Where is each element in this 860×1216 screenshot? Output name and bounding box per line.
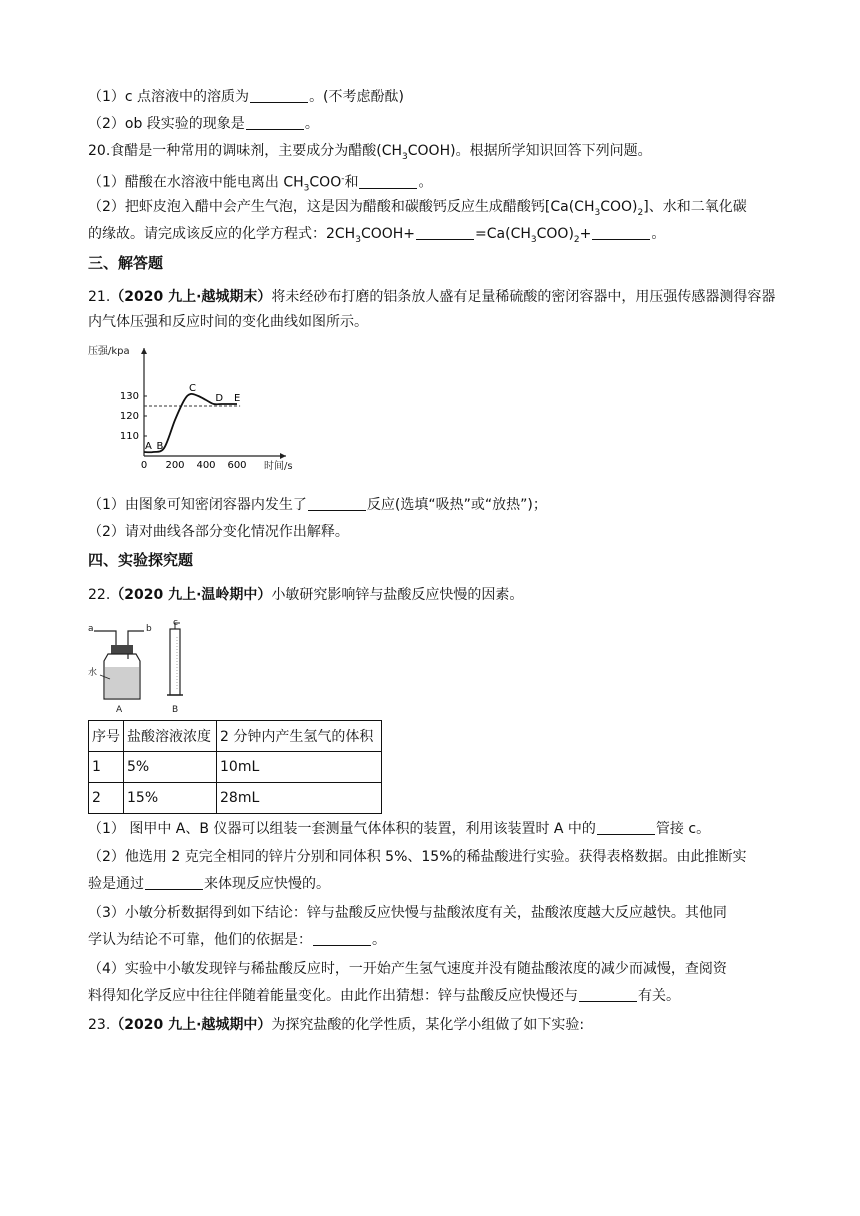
x-tick-label: 400 — [196, 460, 216, 471]
point-labels — [145, 383, 240, 452]
table-cell: 28mL — [217, 783, 382, 814]
answer-blank[interactable] — [579, 986, 637, 1002]
point-label-E: E — [234, 393, 241, 404]
label-A: A — [116, 705, 123, 715]
table-cell: 2 — [89, 783, 124, 814]
data-table — [88, 720, 382, 814]
q22-part3-line1: （3）小敏分析数据得到如下结论：锌与盐酸反应快慢与盐酸浓度有关，盐酸浓度越大反应越快。其他同 — [88, 905, 727, 921]
table-header: 序号 — [89, 721, 124, 752]
y-axis-label: 压强/kpa — [88, 346, 130, 357]
x-axis-arrow — [280, 453, 286, 459]
answer-blank[interactable] — [597, 819, 655, 835]
answer-blank[interactable] — [308, 495, 366, 511]
q22-part1: （1） 图甲中 A、B 仪器可以组装一套测量气体体积的装置，利用该装置时 A 中的 管接 c。 — [88, 821, 711, 837]
table-cell: 5% — [124, 752, 217, 783]
q20-part2-line2: 的缘故。请完成该反应的化学方程式：$2CH_3COOH+ =Ca(CH_3COO)_2+$ 。 — [88, 226, 666, 245]
q21-part2: （2）请对曲线各部分变化情况作出解释。 — [88, 524, 349, 540]
q20-stem: 20.食醋是一种常用的调味剂，主要成分为醋酸$(CH_3COOH)$。根据所学知识回答下列问题。 — [88, 143, 652, 162]
point-label-B: B — [156, 441, 164, 452]
table-cell: 15% — [124, 783, 217, 814]
x-axis-label: 时间/s — [264, 461, 293, 472]
q21-stem: 21.（2020 九上·越城期末）将未经砂布打磨的铝条放人盛有足量稀硫酸的密闭容器中，用压强传感器测得容器内气体压强和反应时间的变化曲线如图所示。 — [88, 289, 776, 330]
x-ticks — [141, 460, 247, 471]
y-tick-label: 110 — [119, 431, 139, 442]
q23-stem: 23.（2020 九上·越城期中）为探究盐酸的化学性质，某化学小组做了如下实验: — [88, 1017, 585, 1033]
q20-part1: （1）醋酸在水溶液中能电离出 $CH_3COO^-$和 。 — [88, 174, 433, 194]
answer-blank[interactable] — [246, 114, 304, 130]
point-label-D: D — [215, 393, 224, 404]
section-heading: 三、解答题 — [88, 254, 164, 272]
x-tick-label: 200 — [165, 460, 185, 471]
table-cell: 10mL — [217, 752, 382, 783]
label-water: 水 — [88, 668, 98, 678]
y-tick-label: 130 — [119, 391, 139, 402]
point-label-A: A — [145, 441, 152, 452]
answer-blank[interactable] — [416, 224, 474, 240]
x-tick-label: 600 — [227, 460, 247, 471]
label-B: B — [172, 705, 179, 715]
q22-part4-line1: （4）实验中小敏发现锌与稀盐酸反应时，一开始产生氢气速度并没有随盐酸浓度的减少而减慢，查阅资 — [88, 961, 727, 977]
answer-blank[interactable] — [313, 930, 371, 946]
point-label-C: C — [189, 383, 197, 394]
x-tick-label: 0 — [140, 460, 148, 471]
q19-part1: （1）c 点溶液中的溶质为 。(不考虑酚酞) — [88, 89, 404, 105]
y-ticks — [120, 391, 147, 442]
table-row — [89, 783, 382, 814]
y-tick-label: 120 — [119, 411, 139, 422]
table-header-row — [89, 721, 382, 752]
q22-part3-line2: 学认为结论不可靠，他们的依据是： 。 — [88, 932, 386, 948]
q22-part2-line1: （2）他选用 2 克完全相同的锌片分别和同体积 5%、15%的稀盐酸进行实验。获得表格数据。由此推断实 — [88, 849, 747, 865]
answer-blank[interactable] — [592, 224, 650, 240]
table-row — [89, 752, 382, 783]
answer-blank[interactable] — [250, 87, 308, 103]
y-axis-arrow — [141, 348, 147, 354]
apparatus-figure — [86, 615, 196, 715]
answer-blank[interactable] — [359, 173, 417, 189]
answer-blank[interactable] — [145, 874, 203, 890]
q19-part2: （2）ob 段实验的现象是 。 — [88, 116, 319, 132]
label-b: b — [146, 624, 152, 634]
q20-part2-line1: （2）把虾皮泡入醋中会产生气泡，这是因为醋酸和碳酸钙反应生成醋酸钙$[Ca(CH_3COO)_2]$、水和二氧化碳 — [88, 199, 747, 218]
label-a: a — [88, 624, 94, 634]
label-c: c — [173, 618, 178, 628]
pressure-time-graph — [86, 342, 296, 474]
q22-part2-line2: 验是通过 来体现反应快慢的。 — [88, 876, 330, 892]
table-header: 盐酸溶液浓度 — [124, 721, 217, 752]
q22-stem: 22.（2020 九上·温岭期中）小敏研究影响锌与盐酸反应快慢的因素。 — [88, 587, 524, 603]
table-cell: 1 — [89, 752, 124, 783]
q21-part1: （1）由图象可知密闭容器内发生了 反应(选填“吸热”或“放热”)； — [88, 497, 547, 513]
section-heading: 四、实验探究题 — [88, 551, 194, 569]
q22-part4-line2: 料得知化学反应中往往伴随着能量变化。由此作出猜想：锌与盐酸反应快慢还与 有关。 — [88, 988, 680, 1004]
table-header: 2 分钟内产生氢气的体积 — [217, 721, 382, 752]
